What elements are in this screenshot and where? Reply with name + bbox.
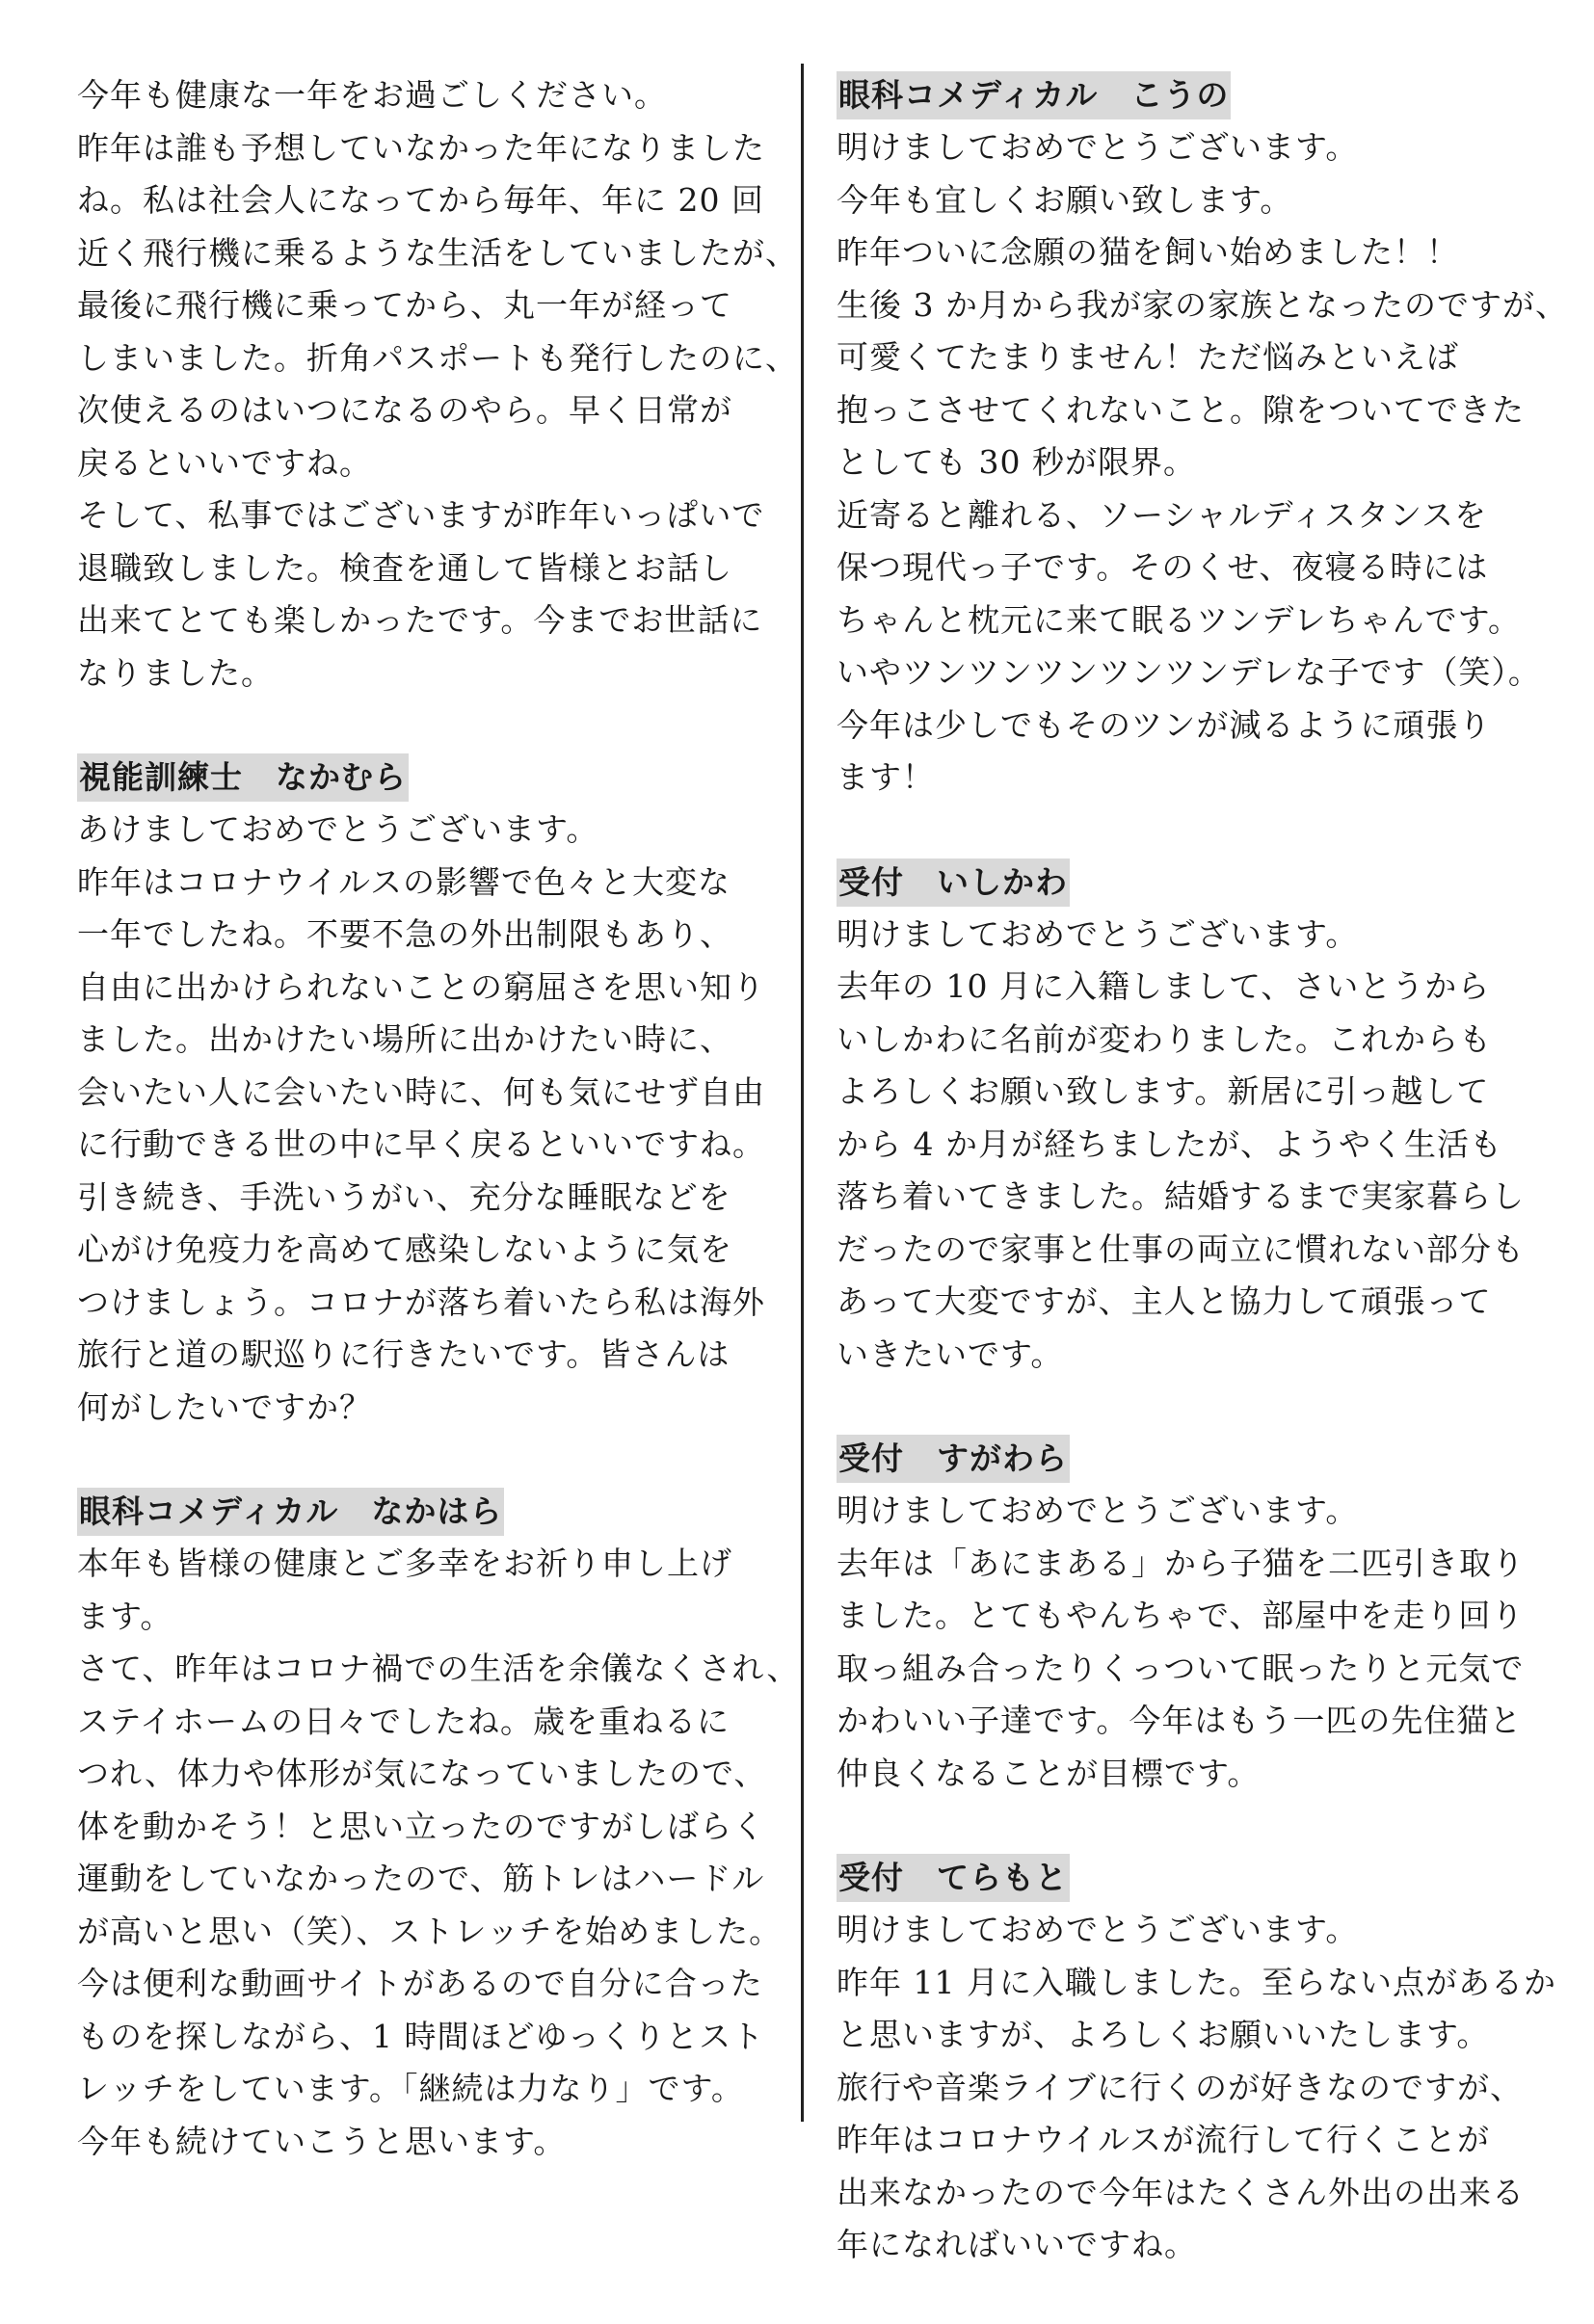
text-line: かわいい子達です。今年はもう一匹の先住猫と [837,1702,1523,1739]
text-line: 仲良くなることが目標です。 [837,1754,1261,1792]
text-line: 可愛くてたまりません！ただ悩みといえば [837,338,1459,376]
section-teramoto [837,1852,1556,2272]
text-line: 昨年は誰も予想していなかった年になりました [77,128,765,167]
section-body [77,69,798,700]
text-line: 自由に出かけられないことの窮屈さを思い知り [77,967,765,1006]
text-line: 今年も宜しくお願い致します。 [837,180,1293,219]
text-line: と思いますが、よろしくお願いいたします。 [837,2016,1490,2053]
text-line: 生後 3 か月から我が家の家族となったのですが、 [837,285,1568,324]
text-line: 旅行や音楽ライブに行くのが好きなのですが、 [837,2068,1524,2106]
text-line: 退職致しました。検査を通して皆様とお話し [77,548,732,587]
section-body [837,121,1568,805]
text-line: 取っ組み合ったりくっついて眠ったりと元気で [837,1649,1525,1687]
text-line: が高いと思い（笑）、ストレッチを始めました。 [77,1912,783,1950]
text-line: ます！ [837,758,935,796]
section-body [837,909,1530,1382]
text-line: 年になればいいですね。 [837,2226,1197,2263]
text-line: 保つ現代っ子です。そのくせ、夜寝る時には [837,548,1489,586]
section-kouno [837,69,1568,805]
text-line: 昨年はコロナウイルスの影響で色々と大変な [77,862,731,901]
section-heading: 眼科コメディカル なかはら [77,1488,504,1536]
text-line: 最後に飛行機に乗ってから、丸一年が経って [77,286,732,324]
column-divider [801,64,804,2122]
section-ishikawa [837,857,1530,1382]
text-line: いきたいです。 [837,1334,1064,1373]
text-line: 出来てとても楽しかったです。今までお世話に [77,601,763,639]
text-line: 何がしたいですか？ [77,1387,372,1426]
text-line: ステイホームの日々でしたね。歳を重ねるに [77,1702,731,1740]
text-line: 次使えるのはいつになるのやら。早く日常が [77,391,732,429]
text-line: あって大変ですが、主人と協力して頑張って [837,1282,1492,1320]
text-line: 旅行と道の駅巡りに行きたいです。皆さんは [77,1335,731,1373]
text-line: としても 30 秒が限界。 [837,443,1196,481]
text-line: 心がけ免疫力を高めて感染しないように気を [77,1230,732,1268]
section-heading: 受付 すがわら [837,1435,1070,1483]
text-line: 明けましておめでとうございます。 [837,1492,1359,1529]
section-nakahara [77,1486,800,2168]
text-line: 落ち着いてきました。結婚するまで実家暮らし [837,1177,1525,1215]
text-line: 運動をしていなかったので、筋トレはハードル [77,1860,765,1897]
text-line: 戻るといいですね。 [77,443,372,482]
text-line: そして、私事ではございますが昨年いっぱいで [77,496,765,534]
text-line: 抱っこさせてくれないこと。隙をついてできた [837,390,1525,429]
section-heading: 視能訓練士 なかむら [77,753,409,802]
text-line: 一年でしたね。不要不急の外出制限もあり、 [77,915,732,953]
text-line: 今年も続けていこうと思います。 [77,2122,567,2160]
text-line: 出来なかったので今年はたくさん外出の出来る [837,2173,1525,2211]
section-body [837,1485,1530,1800]
section-heading: 受付 てらもと [837,1854,1070,1902]
section-sugawara [837,1433,1530,1800]
text-line: 明けましておめでとうございます。 [837,1911,1359,1948]
text-line: 明けましておめでとうございます。 [837,128,1359,166]
section-nakamura [77,752,771,1434]
section-body [77,804,771,1434]
text-line: 本年も皆様の健康とご多幸をお祈り申し上げ [77,1545,732,1582]
text-line: しまいました。折角パスポートも発行したのに、 [77,338,798,377]
text-line: 今年も健康な一年をお過ごしください。 [77,76,667,114]
text-line: 体を動かそう！と思い立ったのですがしばらく [77,1807,765,1845]
text-line: 今は便利な動画サイトがあるので自分に合った [77,1965,763,2002]
text-line: あけましておめでとうございます。 [77,810,599,848]
text-line: だったので家事と仕事の両立に慣れない部分も [837,1229,1525,1268]
text-line: 去年の 10 月に入籍しまして、さいとうから [837,967,1491,1005]
right-column [837,69,1568,2324]
text-line: レッチをしています。「継続は力なり」です。 [77,2070,744,2107]
text-line: いしかわに名前が変わりました。これからも [837,1019,1492,1058]
text-line: つれ、体力や体形が気になっていましたので、 [77,1755,767,1792]
text-line: 昨年ついに念願の猫を飼い始めました！！ [837,233,1459,271]
text-line: 昨年 11 月に入職しました。至らない点があるか [837,1963,1556,2001]
text-line: 引き続き、手洗いうがい、充分な睡眠などを [77,1177,731,1216]
text-line: 会いたい人に会いたい時に、何も気にせず自由 [77,1072,765,1111]
section-body [837,1904,1556,2272]
text-line: 明けましておめでとうございます。 [837,914,1359,953]
text-line: 近く飛行機に乗るような生活をしていましたが、 [77,233,798,272]
text-line: なりました。 [77,653,274,692]
left-column [77,69,800,2220]
section-intro [77,69,798,700]
text-line: 去年は「あにまある」から子猫を二匹引き取り [837,1544,1525,1582]
text-line: から 4 か月が経ちましたが、ようやく生活も [837,1124,1502,1163]
text-line: 今年は少しでもそのツンが減るように頑張り [837,705,1492,744]
text-line: 近寄ると離れる、ソーシャルディスタンスを [837,495,1488,534]
section-body [77,1538,800,2168]
section-heading: 受付 いしかわ [837,858,1070,907]
text-line: ます。 [77,1597,173,1635]
text-line: つけましょう。コロナが落ち着いたら私は海外 [77,1282,765,1321]
text-line: ました。とてもやんちゃで、部屋中を走り回り [837,1597,1525,1634]
text-line: ね。私は社会人になってから毎年、年に 20 回 [77,181,764,219]
text-line: ものを探しながら、1 時間ほどゆっくりとスト [77,2017,765,2055]
text-line: いやツンツンツンツンツンデレな子です（笑）。 [837,653,1541,691]
text-line: さて、昨年はコロナ禍での生活を余儀なくされ、 [77,1650,800,1687]
text-line: ちゃんと枕元に来て眠るツンデレちゃんです。 [837,600,1522,639]
text-line: に行動できる世の中に早く戻るといいですね。 [77,1125,765,1163]
text-line: ました。出かけたい場所に出かけたい時に、 [77,1020,732,1058]
text-line: よろしくお願い致します。新居に引っ越して [837,1072,1490,1110]
section-heading: 眼科コメディカル こうの [837,71,1231,119]
text-line: 昨年はコロナウイルスが流行して行くことが [837,2121,1491,2158]
